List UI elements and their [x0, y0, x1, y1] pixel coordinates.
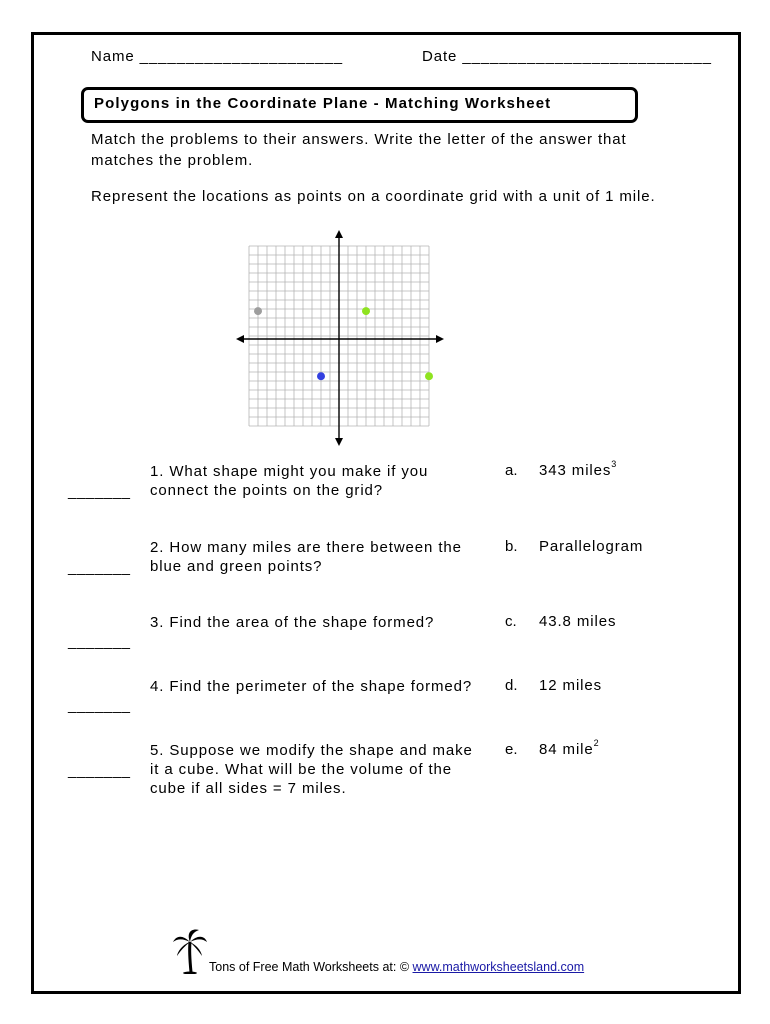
answer-letter: a.: [505, 462, 518, 479]
prompt: Represent the locations as points on a coordinate grid with a unit of 1 mile.: [91, 188, 656, 205]
page-border: [31, 32, 741, 994]
answer-blank[interactable]: _______: [68, 633, 131, 650]
y-axis-arrow-down: [335, 438, 343, 446]
question-line: 4. Find the perimeter of the shape formed?: [150, 678, 473, 695]
question-3: [150, 613, 434, 632]
instructions: [91, 129, 627, 171]
instruction-line: matches the problem.: [91, 152, 254, 169]
question-line: it a cube. What will be the volume of the: [150, 761, 453, 778]
answer-text: 12 miles: [539, 677, 603, 694]
answer-letter: e.: [505, 741, 518, 758]
name-field[interactable]: Name ______________________: [91, 48, 344, 65]
answer-blank[interactable]: _______: [68, 762, 131, 779]
plot-point: [362, 307, 370, 315]
answer-text: 343 miles: [539, 462, 612, 479]
answer-4: [539, 677, 602, 694]
plot-point: [254, 307, 262, 315]
question-line: 3. Find the area of the shape formed?: [150, 614, 435, 631]
answer-2: [539, 538, 643, 555]
plot-point: [425, 372, 433, 380]
palm-tree-icon: [172, 928, 208, 974]
question-2: [150, 538, 462, 576]
answer-letter: b.: [505, 538, 518, 555]
answer-blank[interactable]: _______: [68, 559, 131, 576]
question-1: [150, 462, 428, 500]
answer-exponent: 2: [593, 738, 600, 748]
footer: [209, 960, 584, 974]
x-axis-arrow-right: [436, 335, 444, 343]
question-line: 1. What shape might you make if you: [150, 463, 429, 480]
plot-point: [317, 372, 325, 380]
question-line: connect the points on the grid?: [150, 482, 384, 499]
question-line: cube if all sides = 7 miles.: [150, 780, 347, 797]
question-5: [150, 741, 473, 798]
question-4: [150, 677, 472, 696]
answer-text: Parallelogram: [539, 538, 644, 555]
question-line: 2. How many miles are there between the: [150, 539, 462, 556]
answer-letter: c.: [505, 613, 517, 630]
worksheet-title: Polygons in the Coordinate Plane - Matching Worksheet: [94, 95, 552, 112]
date-field[interactable]: Date ___________________________: [422, 48, 712, 65]
instruction-line: Match the problems to their answers. Write the letter of the answer that: [91, 131, 627, 148]
answer-text: 84 mile: [539, 741, 594, 758]
answer-letter: d.: [505, 677, 518, 694]
answer-5: [539, 738, 600, 758]
footer-link[interactable]: www.mathworksheetsland.com: [412, 960, 585, 974]
x-axis-arrow-left: [236, 335, 244, 343]
answer-3: [539, 613, 616, 630]
coordinate-grid: [230, 228, 450, 450]
answer-text: 43.8 miles: [539, 613, 617, 630]
answer-blank[interactable]: _______: [68, 697, 131, 714]
answer-exponent: 3: [611, 459, 618, 469]
answer-1: [539, 459, 618, 479]
y-axis-arrow-up: [335, 230, 343, 238]
footer-text: Tons of Free Math Worksheets at: ©: [209, 960, 413, 974]
question-line: 5. Suppose we modify the shape and make: [150, 742, 473, 759]
question-line: blue and green points?: [150, 558, 323, 575]
answer-blank[interactable]: _______: [68, 483, 131, 500]
